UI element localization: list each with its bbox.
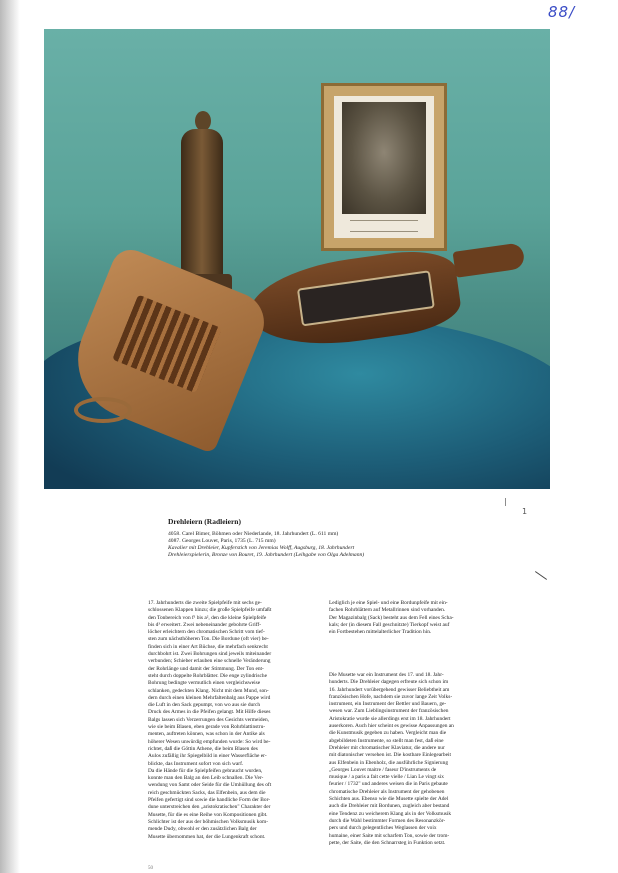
scan-mark: | [504,497,507,506]
text-line: Druck des Armes in die Pfeifen gelangt. Mit Hilfe dieses [148,709,271,716]
page-number: 88/ [548,3,576,21]
text-line: Der Magazinbalg (Sack) besteht aus dem Fell eines Scha- [329,614,454,621]
text-line: mit diatonischer versehen ist. Die kostbare Einlegearbeit [329,752,451,759]
caption-line: 4087. Georges Louvet, Paris, 1735 (L. 715 mm) [168,538,276,544]
text-line: pette, der Saite, die den Schnarrsteg in Funktion setzt. [329,839,446,846]
text-line: pers und durch gelegentliches Weglassen der voix [329,825,437,832]
text-line: Musette, für die es eine Reihe von Kompositionen gibt. [148,811,268,818]
scan-scratch [535,571,547,580]
text-line: schlanken, gedeckten Klang. Nicht mit dem Mund, son- [148,687,269,694]
body-text-right-column [329,672,477,847]
text-line: auch die Drehleier mit Bordunen, zugleich aber bestand [329,803,450,810]
text-line: auserkoren. Auch hier scheint es gewisse Anpassungen an [329,723,454,730]
text-line: verbunden; Schieber erlauben eine schnelle Veränderung [148,658,271,665]
text-line: fachen Rohrblättern auf Metallrinnen sind vorhanden. [329,607,446,614]
text-line: finden sich in einer Art Büchse, die mehrfach senkrecht [148,643,268,650]
text-line: durch die Wahl bestimmter Formen des Resonanzkör- [329,817,446,824]
text-line: konnte man den Balg an den Leib schnallen. Die Ver- [148,775,264,782]
scan-edge-shadow [0,0,20,873]
text-line: löcher erleichtern den chromatischen Schritt vom tief- [148,629,265,636]
text-line: aus Elfenbein in Ebenholz, die ausführliche Signierung [329,759,449,766]
caption-line: 4058. Carel Bimer, Böhmen oder Niederlande, 18. Jahrhundert (L. 611 mm) [168,531,339,537]
crank-handle [74,397,132,423]
text-line: ein Fortbestehen mittelalterlicher Tradition hin. [329,629,432,636]
keybox [112,294,222,393]
hurdy-gurdy-pegbox [453,242,526,277]
text-line: humaine, einer Saite mit scharfem Ton, sowie der trom- [329,832,450,839]
text-line: dune unterstreichen den „aristokratischen" Charakter der [148,804,271,811]
text-line: Pfeifen gefertigt sind sowie die handliche Form der Bor- [148,797,271,804]
ivory-inlay [297,270,435,326]
text-line: wendung von Samt oder Seide für die Umhüllung des oft [148,782,272,789]
text-line: durchbohrt ist. Zwei Bohrungen sind jeweils miteinander [148,651,272,658]
text-line: französischen Hofe, nachdem sie zuvor lange Zeit Volks- [329,693,453,700]
text-line: menten, auftreten können, was schon in der Antike als [148,731,265,738]
page-footer: 50 [148,866,153,871]
text-line: instrument, ein Instrument der Bettler und Bauern, ge- [329,701,447,708]
text-line: höherer Wesen unwürdig empfunden wurde: So wird be- [148,738,271,745]
text-line: den Tonbereich von f¹ bis a², den die kleine Spielpfeife [148,614,267,621]
text-line: kals; der (in diesem Fall geschnitzte) Tierkopf weist auf [329,621,450,628]
text-line: feurier / 1732" und anderes weisen die in Paris gebaute [329,781,448,788]
text-line: Aulos zufällig ihr Spiegelbild in einer Wasserfläche er- [148,753,267,760]
text-line: die Kunstmusik gegeben zu haben. Vergleicht man die [329,730,447,737]
text-line: mende Dudy, obwohl er den zusätzlichen Balg der [148,826,257,833]
text-line: Aristokratie wurde sie allerdings erst im 18. Jahrhundert [329,715,451,722]
text-line: Drehleier mit chromatischer Klaviatur, die andere nur [329,744,445,751]
text-line: blickte, das Instrument sofort von sich warf. [148,760,244,767]
bronze-statue [181,129,223,279]
text-line: reich geschmückten Sacks, das Elfenbein, aus dem die [148,789,266,796]
text-line: chromatische Drehleier als Instrument der gehobenen [329,788,445,795]
text-line: Musette übernommen hat, der die Lungenkraft schont. [148,833,266,840]
text-line: die Luft in den Sack gepumpt, von wo aus sie durch [148,702,261,709]
caption-title: Drehleiern (Radleiern) [168,517,241,526]
text-line: Lediglich je eine Spiel- und eine Bordunpfeife mit ein- [329,600,448,606]
caption-line: Drehleierspielerin, Bronze von Bouret, 19. Jahrhundert (Leihgabe von Olga Adelmann) [168,552,365,558]
caption-line: Kavalier mit Drehleier, Kupferstich von Jeremias Wolff, Augsburg, 18. Jahrhundert [168,545,355,551]
text-line: Balgs lassen sich Verzerrungen des Gesichts vermeiden, [148,716,270,723]
text-line: musique / a paris a fait cette vielle / Lian Le vingt six [329,774,444,781]
engraving-caption-lines [350,220,418,232]
hurdy-gurdy-photo [44,29,550,489]
text-line: steht durch doppelte Rohrblätter. Die enge zylindrische [148,672,268,679]
text-line: abgebildeten Instrumente, so stellt man fest, daß eine [329,737,444,744]
text-line: Schichten aus. Ebenso wie die Musette spielte der Adel [329,796,449,803]
text-line: 16. Jahrhundert vorübergehend gewisser Beliebtheit am [329,686,450,693]
text-line: Die Musette war ein Instrument des 17. und 18. Jahr- [329,672,444,678]
text-line: richtet, daß die Göttin Athene, die beim Blasen des [148,745,258,752]
text-line: bis d³ erweitert. Zwei nebeneinander gebohrte Griff- [148,621,262,628]
text-line: eine Tendenz zu weicherem Klang als in der Volksmusik [329,810,452,817]
text-line: hunderts. Die Drehleier dagegen erfreute sich schon im [329,679,449,686]
text-line: Da die Hände für die Spielpfeifen gebraucht wurden, [148,767,263,774]
bronze-statue-head [195,111,211,131]
engraving-image [342,102,426,214]
text-line: sten zum nächsthöheren Ton. Die Bordune (oft vier) be- [148,636,269,643]
figure-caption [168,517,498,559]
text-line: 17. Jahrhunderts die zweite Spielpfeife mit sechs ge- [148,600,262,606]
scan-mark: 1 [522,507,528,516]
text-line: dern durch einen kleinen Mehrfaltenbalg aus Pappe wird [148,694,271,701]
text-line: wesen war. Zum Lieblingsinstrument der französischen [329,708,449,715]
body-text-right-top [329,600,477,636]
framed-engraving [321,83,447,251]
text-line: der Rohrlänge und damit der Stimmung. Der Ton ent- [148,665,264,672]
text-line: schlossenen Klappen hinzu; die große Spielpfeife umfaßt [148,607,272,614]
text-line: Bohrung bedingte vermutlich einen vergleichsweise [148,680,261,687]
text-line: „Georges Louvet maitre / faseur D'instruments de [329,766,437,773]
text-line: Schlichter ist der aus der böhmischen Volksmusik kom- [148,818,269,825]
text-line: wie sie beim Blasen, eben gerade von Rohrblattinstru- [148,724,266,731]
body-text-left-column [148,600,296,841]
